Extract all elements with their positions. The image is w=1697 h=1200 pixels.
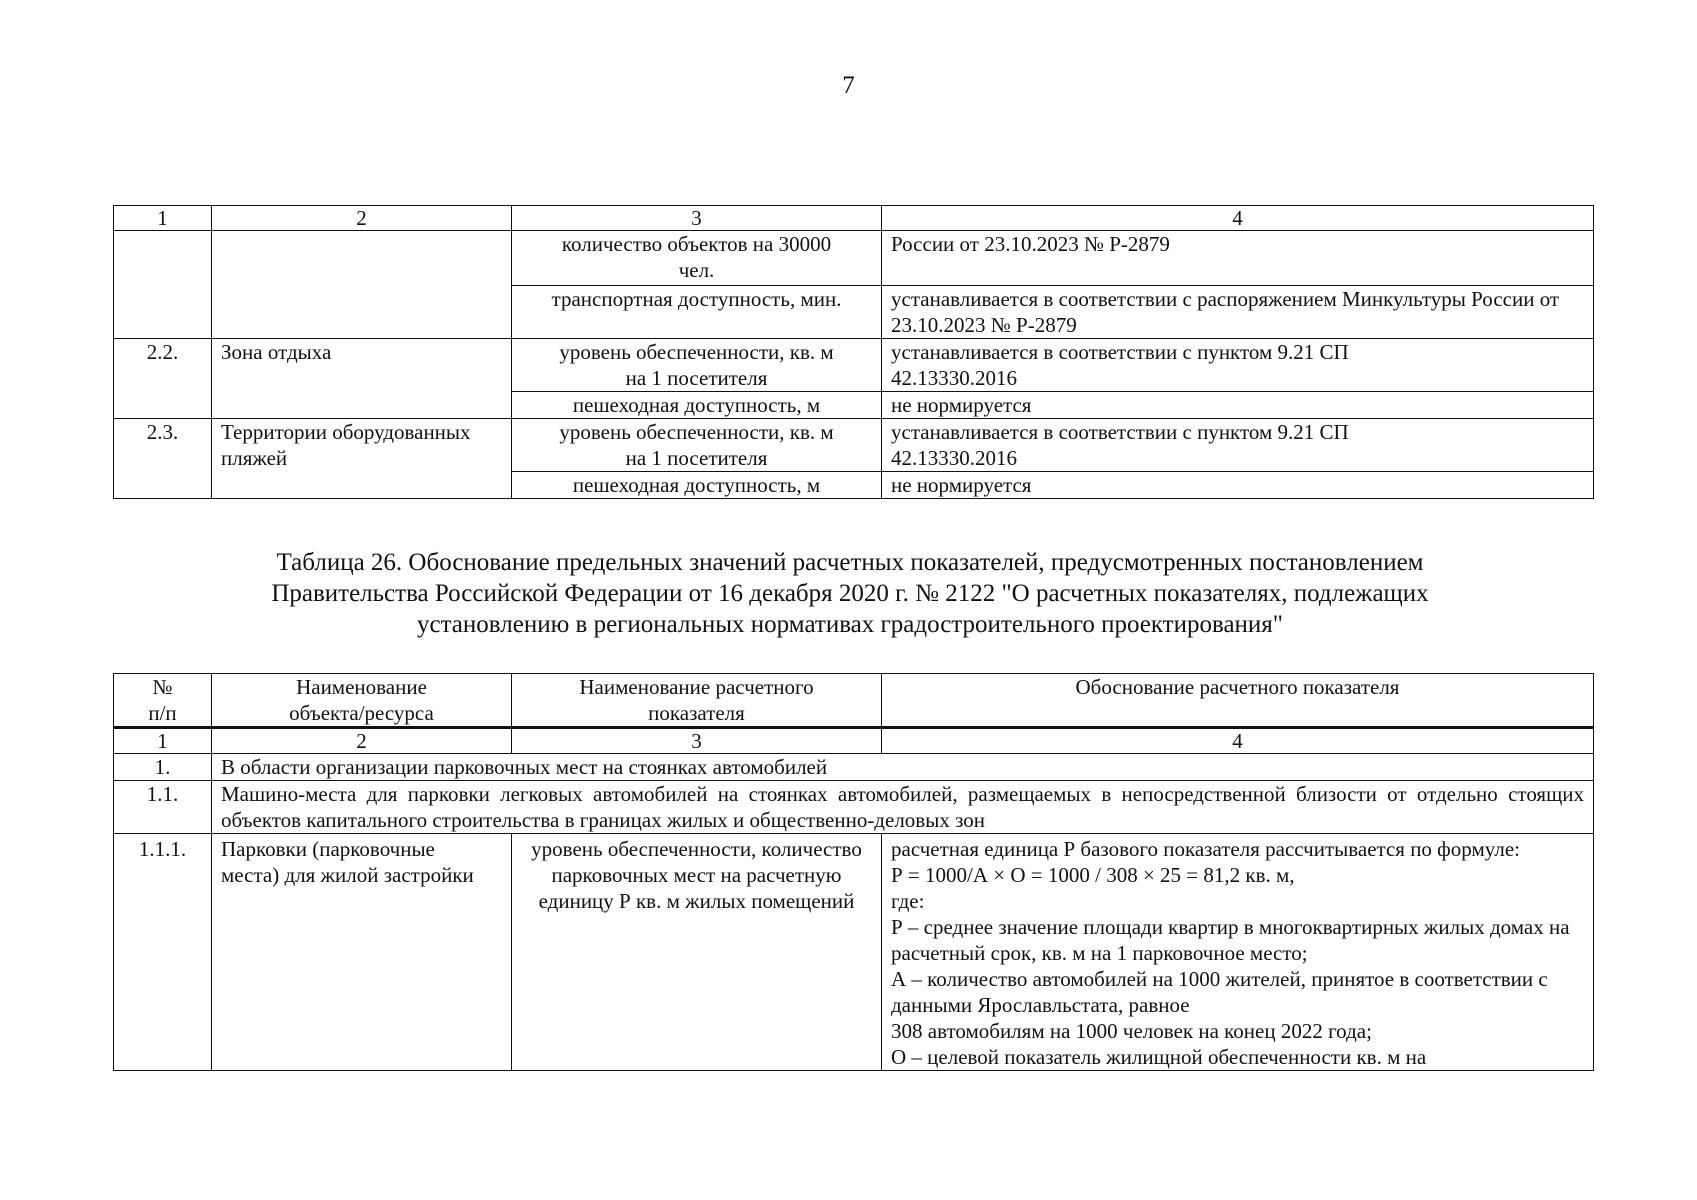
table-row xyxy=(114,231,1594,286)
caption-line: Правительства Российской Федерации от 16 декабря 2020 г. № 2122 "О расчетных показателях, подлежащих xyxy=(271,580,1429,607)
column-number: 4 xyxy=(882,728,1594,754)
column-number: 3 xyxy=(512,206,882,231)
column-number-row xyxy=(114,206,1594,231)
object-name xyxy=(212,231,512,339)
header-number: № п/п xyxy=(114,674,212,728)
header-justification: Обоснование расчетного показателя xyxy=(882,674,1594,728)
section-number: 1. xyxy=(114,754,212,781)
subsection-row xyxy=(114,781,1594,834)
justification xyxy=(882,834,1594,1071)
justification-line: расчетная единица Р базового показателя рассчитывается по формуле: xyxy=(891,837,1520,861)
object-name: Парковки (парковочные места) для жилой застройки xyxy=(212,834,512,1071)
indicator-name: пешеходная доступность, м xyxy=(512,392,882,419)
column-number: 1 xyxy=(114,206,212,231)
column-number-row xyxy=(114,728,1594,754)
column-number: 4 xyxy=(882,206,1594,231)
justification: устанавливается в соответствии с пунктом 9.21 СП 42.13330.2016 xyxy=(882,419,1594,472)
row-number: 2.3. xyxy=(114,419,212,499)
indicators-table xyxy=(113,673,1594,1071)
justification-line: Р = 1000/А × О = 1000 / 308 × 25 = 81,2 кв. м, xyxy=(891,863,1295,887)
justification: России от 23.10.2023 № Р-2879 xyxy=(882,231,1594,286)
justification-line: Р – среднее значение площади квартир в многоквартирных жилых домах на расчетный срок, кв. м на 1 парковочное место; xyxy=(891,915,1570,965)
subsection-title: Машино-места для парковки легковых автомобилей на стоянках автомобилей, размещаемых в непосредственной близости от отдельно стоящих объектов капитального строительства в границах жилых и общественно-деловых зон xyxy=(212,781,1594,834)
table-row xyxy=(114,834,1594,1071)
column-number: 1 xyxy=(114,728,212,754)
column-number: 2 xyxy=(212,206,512,231)
column-number: 3 xyxy=(512,728,882,754)
indicator-name: транспортная доступность, мин. xyxy=(512,286,882,339)
table-caption xyxy=(150,547,1550,640)
indicator-name: количество объектов на 30000 чел. xyxy=(512,231,882,286)
justification-line: А – количество автомобилей на 1000 жителей, принятое в соответствии с данными Ярославльстата, равное xyxy=(891,967,1548,1017)
object-name: Территории оборудованных пляжей xyxy=(212,419,512,499)
subsection-number: 1.1. xyxy=(114,781,212,834)
row-number: 2.2. xyxy=(114,339,212,419)
caption-line: установлению в региональных нормативах градостроительного проектирования" xyxy=(416,611,1284,638)
page-number: 7 xyxy=(842,72,855,99)
justification-line: О – целевой показатель жилищной обеспеченности кв. м на xyxy=(891,1045,1427,1069)
justification: не нормируется xyxy=(882,392,1594,419)
object-name: Зона отдыха xyxy=(212,339,512,419)
caption-line: Таблица 26. Обоснование предельных значений расчетных показателей, предусмотренных постановлением xyxy=(276,549,1424,576)
indicator-name: уровень обеспеченности, количество парковочных мест на расчетную единицу Р кв. м жилых помещений xyxy=(512,834,882,1071)
indicator-name: пешеходная доступность, м xyxy=(512,472,882,499)
indicator-name: уровень обеспеченности, кв. м на 1 посетителя xyxy=(512,419,882,472)
table-row xyxy=(114,419,1594,472)
section-title: В области организации парковочных мест на стоянках автомобилей xyxy=(212,754,1594,781)
row-number xyxy=(114,231,212,339)
continuation-table xyxy=(113,205,1594,499)
justification: не нормируется xyxy=(882,472,1594,499)
justification: устанавливается в соответствии с распоряжением Минкультуры России от 23.10.2023 № Р-2879 xyxy=(882,286,1594,339)
header-object: Наименование объекта/ресурса xyxy=(212,674,512,728)
indicator-name: уровень обеспеченности, кв. м на 1 посетителя xyxy=(512,339,882,392)
table-row xyxy=(114,339,1594,392)
section-row xyxy=(114,754,1594,781)
header-row xyxy=(114,674,1594,728)
column-number: 2 xyxy=(212,728,512,754)
row-number: 1.1.1. xyxy=(114,834,212,1071)
header-indicator: Наименование расчетного показателя xyxy=(512,674,882,728)
justification-line: 308 автомобилям на 1000 человек на конец 2022 года; xyxy=(891,1019,1372,1043)
justification: устанавливается в соответствии с пунктом 9.21 СП 42.13330.2016 xyxy=(882,339,1594,392)
justification-line: где: xyxy=(891,889,925,913)
